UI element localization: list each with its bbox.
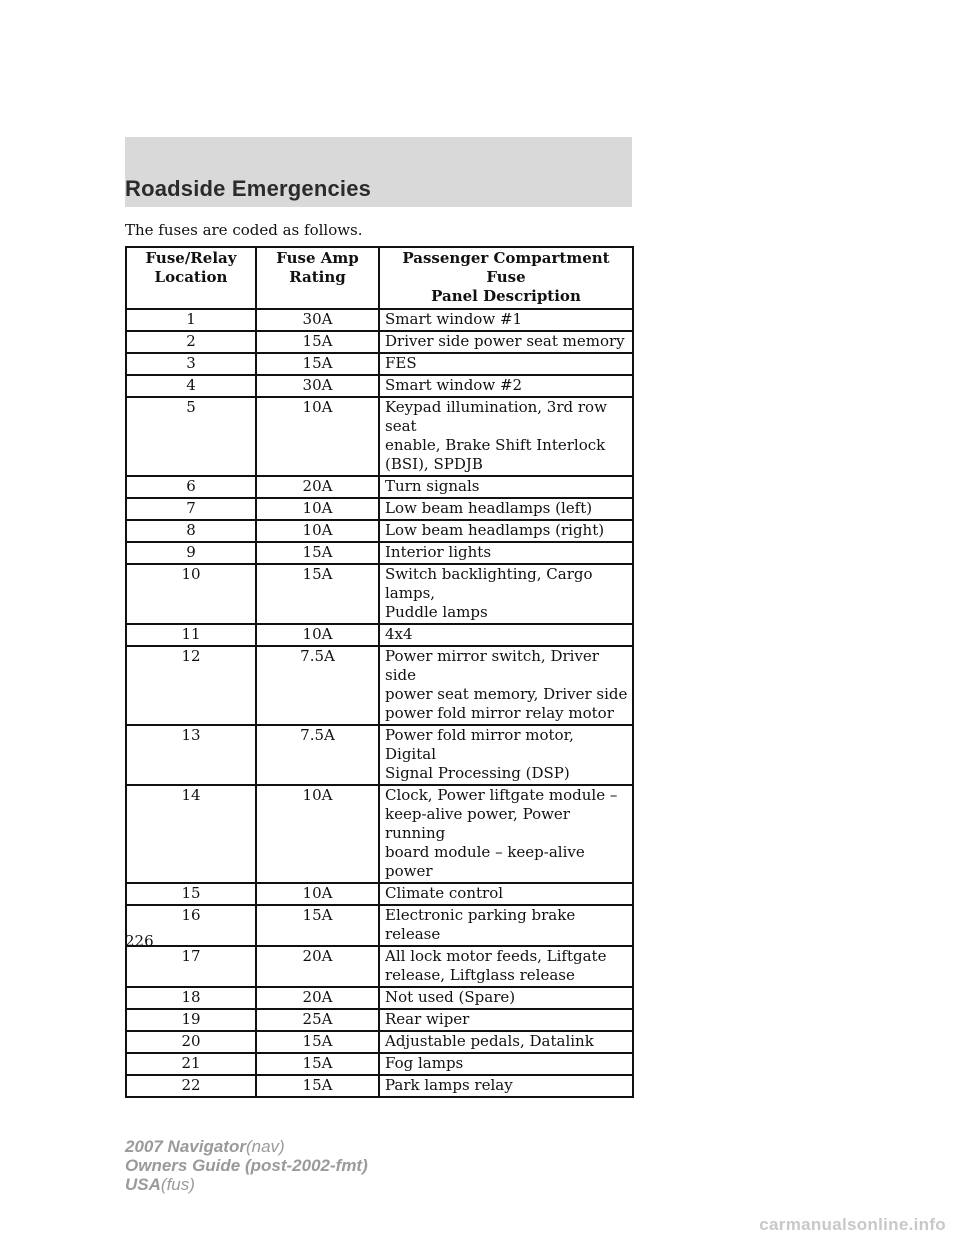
fuse-description-line: (BSI), SPDJB <box>385 455 483 473</box>
header-description-line1: Passenger Compartment Fuse <box>402 249 610 286</box>
header-panel-description <box>379 247 633 309</box>
fuse-amp-rating-cell: 10A <box>256 785 379 883</box>
fuse-location-cell: 12 <box>126 646 256 725</box>
fuse-location-cell: 19 <box>126 1009 256 1031</box>
fuse-description-cell <box>379 375 633 397</box>
fuse-description-cell <box>379 331 633 353</box>
fuse-description-line: FES <box>385 354 417 372</box>
fuse-description-line: Low beam headlamps (left) <box>385 499 593 517</box>
footer-market: USA <box>125 1175 161 1194</box>
fuse-description-line: power seat memory, Driver side <box>385 685 628 703</box>
fuse-description-cell <box>379 624 633 646</box>
fuse-description-line: All lock motor feeds, Liftgate <box>385 947 607 965</box>
fuse-description-line: Park lamps relay <box>385 1076 513 1094</box>
fuse-location-cell: 3 <box>126 353 256 375</box>
fuse-description-line: Signal Processing (DSP) <box>385 764 570 782</box>
fuse-location-cell: 5 <box>126 397 256 476</box>
table-row <box>126 1053 633 1075</box>
fuse-location-cell: 2 <box>126 331 256 353</box>
fuse-description-cell <box>379 785 633 883</box>
header-location-line2: Location <box>154 268 228 286</box>
table-row <box>126 1031 633 1053</box>
fuse-amp-rating-cell: 15A <box>256 1031 379 1053</box>
table-row <box>126 725 633 785</box>
fuse-location-cell: 9 <box>126 542 256 564</box>
fuse-description-line: Power mirror switch, Driver side <box>385 647 599 684</box>
table-row <box>126 520 633 542</box>
fuse-description-cell <box>379 520 633 542</box>
watermark: carmanualsonline.info <box>759 1215 946 1234</box>
fuse-location-cell: 14 <box>126 785 256 883</box>
fuse-description-line: Interior lights <box>385 543 492 561</box>
table-row <box>126 946 633 987</box>
fuse-amp-rating-cell: 7.5A <box>256 725 379 785</box>
fuse-description-cell <box>379 353 633 375</box>
fuse-description-line: enable, Brake Shift Interlock <box>385 436 606 454</box>
footer-model-code: (nav) <box>245 1137 285 1156</box>
fuse-description-line: Low beam headlamps (right) <box>385 521 605 539</box>
fuse-amp-rating-cell: 20A <box>256 476 379 498</box>
fuse-description-cell <box>379 1009 633 1031</box>
fuse-location-cell: 13 <box>126 725 256 785</box>
fuse-location-cell: 18 <box>126 987 256 1009</box>
fuse-amp-rating-cell: 10A <box>256 624 379 646</box>
fuse-description-cell <box>379 1031 633 1053</box>
fuse-amp-rating-cell: 30A <box>256 309 379 331</box>
header-rating-line1: Fuse Amp <box>276 249 359 267</box>
fuse-amp-rating-cell: 10A <box>256 520 379 542</box>
fuse-amp-rating-cell: 20A <box>256 946 379 987</box>
table-row <box>126 476 633 498</box>
fuse-description-line: Keypad illumination, 3rd row seat <box>385 398 607 435</box>
footer-model: 2007 Navigator <box>125 1137 246 1156</box>
fuse-table-header-row <box>126 247 633 309</box>
fuse-description-cell <box>379 1075 633 1097</box>
fuse-description-line: Switch backlighting, Cargo lamps, <box>385 565 593 602</box>
fuse-location-cell: 15 <box>126 883 256 905</box>
fuse-table <box>125 246 634 1098</box>
fuse-location-cell: 21 <box>126 1053 256 1075</box>
fuse-location-cell: 16 <box>126 905 256 946</box>
table-row <box>126 624 633 646</box>
fuse-amp-rating-cell: 15A <box>256 1053 379 1075</box>
fuse-amp-rating-cell: 15A <box>256 1075 379 1097</box>
table-row <box>126 375 633 397</box>
table-row <box>126 785 633 883</box>
fuse-description-cell <box>379 905 633 946</box>
fuse-amp-rating-cell: 15A <box>256 331 379 353</box>
fuse-description-line: Puddle lamps <box>385 603 488 621</box>
table-row <box>126 646 633 725</box>
fuse-description-cell <box>379 946 633 987</box>
fuse-description-cell <box>379 987 633 1009</box>
page-number: 226 <box>125 932 154 950</box>
table-row <box>126 987 633 1009</box>
fuse-amp-rating-cell: 25A <box>256 1009 379 1031</box>
fuse-location-cell: 20 <box>126 1031 256 1053</box>
fuse-amp-rating-cell: 30A <box>256 375 379 397</box>
fuse-description-line: Not used (Spare) <box>385 988 516 1006</box>
fuse-description-line: Clock, Power liftgate module – <box>385 786 618 804</box>
fuse-description-line: Fog lamps <box>385 1054 464 1072</box>
fuse-description-line: Driver side power seat memory <box>385 332 625 350</box>
table-row <box>126 564 633 624</box>
fuse-amp-rating-cell: 15A <box>256 353 379 375</box>
fuse-location-cell: 6 <box>126 476 256 498</box>
header-rating-line2: Rating <box>289 268 346 286</box>
fuse-description-line: Turn signals <box>385 477 480 495</box>
table-row <box>126 498 633 520</box>
fuse-description-cell <box>379 1053 633 1075</box>
header-description-line2: Panel Description <box>431 287 581 305</box>
header-fuse-amp-rating <box>256 247 379 309</box>
header-fuse-relay-location <box>126 247 256 309</box>
intro-text: The fuses are coded as follows. <box>125 221 363 239</box>
fuse-description-cell <box>379 883 633 905</box>
fuse-description-line: Climate control <box>385 884 504 902</box>
fuse-location-cell: 7 <box>126 498 256 520</box>
fuse-amp-rating-cell: 10A <box>256 498 379 520</box>
fuse-description-cell <box>379 476 633 498</box>
fuse-description-cell <box>379 564 633 624</box>
footer-guide: Owners Guide (post-2002-fmt) <box>125 1156 368 1175</box>
fuse-location-cell: 10 <box>126 564 256 624</box>
header-location-line1: Fuse/Relay <box>145 249 237 267</box>
document-footer <box>125 1137 368 1194</box>
table-row <box>126 331 633 353</box>
fuse-description-cell <box>379 725 633 785</box>
fuse-description-line: Adjustable pedals, Datalink <box>385 1032 594 1050</box>
section-title: Roadside Emergencies <box>125 176 372 201</box>
table-row <box>126 1075 633 1097</box>
fuse-description-line: keep-alive power, Power running <box>385 805 570 842</box>
table-row <box>126 397 633 476</box>
fuse-amp-rating-cell: 10A <box>256 883 379 905</box>
fuse-description-line: power fold mirror relay motor <box>385 704 614 722</box>
fuse-description-cell <box>379 309 633 331</box>
table-row <box>126 353 633 375</box>
fuse-location-cell: 22 <box>126 1075 256 1097</box>
fuse-location-cell: 11 <box>126 624 256 646</box>
table-row <box>126 905 633 946</box>
fuse-description-line: Rear wiper <box>385 1010 470 1028</box>
fuse-amp-rating-cell: 15A <box>256 905 379 946</box>
fuse-description-line: Power fold mirror motor, Digital <box>385 726 574 763</box>
fuse-amp-rating-cell: 15A <box>256 564 379 624</box>
fuse-location-cell: 1 <box>126 309 256 331</box>
fuse-location-cell: 4 <box>126 375 256 397</box>
fuse-description-line: Smart window #1 <box>385 310 523 328</box>
table-row <box>126 309 633 331</box>
table-row <box>126 883 633 905</box>
footer-market-code: (fus) <box>160 1175 195 1194</box>
fuse-description-cell <box>379 542 633 564</box>
table-row <box>126 1009 633 1031</box>
fuse-description-cell <box>379 397 633 476</box>
fuse-description-line: Electronic parking brake release <box>385 906 576 943</box>
fuse-location-cell: 17 <box>126 946 256 987</box>
fuse-amp-rating-cell: 7.5A <box>256 646 379 725</box>
fuse-description-cell <box>379 646 633 725</box>
fuse-description-line: release, Liftglass release <box>385 966 575 984</box>
fuse-location-cell: 8 <box>126 520 256 542</box>
fuse-amp-rating-cell: 10A <box>256 397 379 476</box>
fuse-description-cell <box>379 498 633 520</box>
fuse-amp-rating-cell: 20A <box>256 987 379 1009</box>
fuse-amp-rating-cell: 15A <box>256 542 379 564</box>
table-row <box>126 542 633 564</box>
fuse-description-line: board module – keep-alive power <box>385 843 585 880</box>
fuse-description-line: Smart window #2 <box>385 376 523 394</box>
fuse-description-line: 4x4 <box>385 625 413 643</box>
